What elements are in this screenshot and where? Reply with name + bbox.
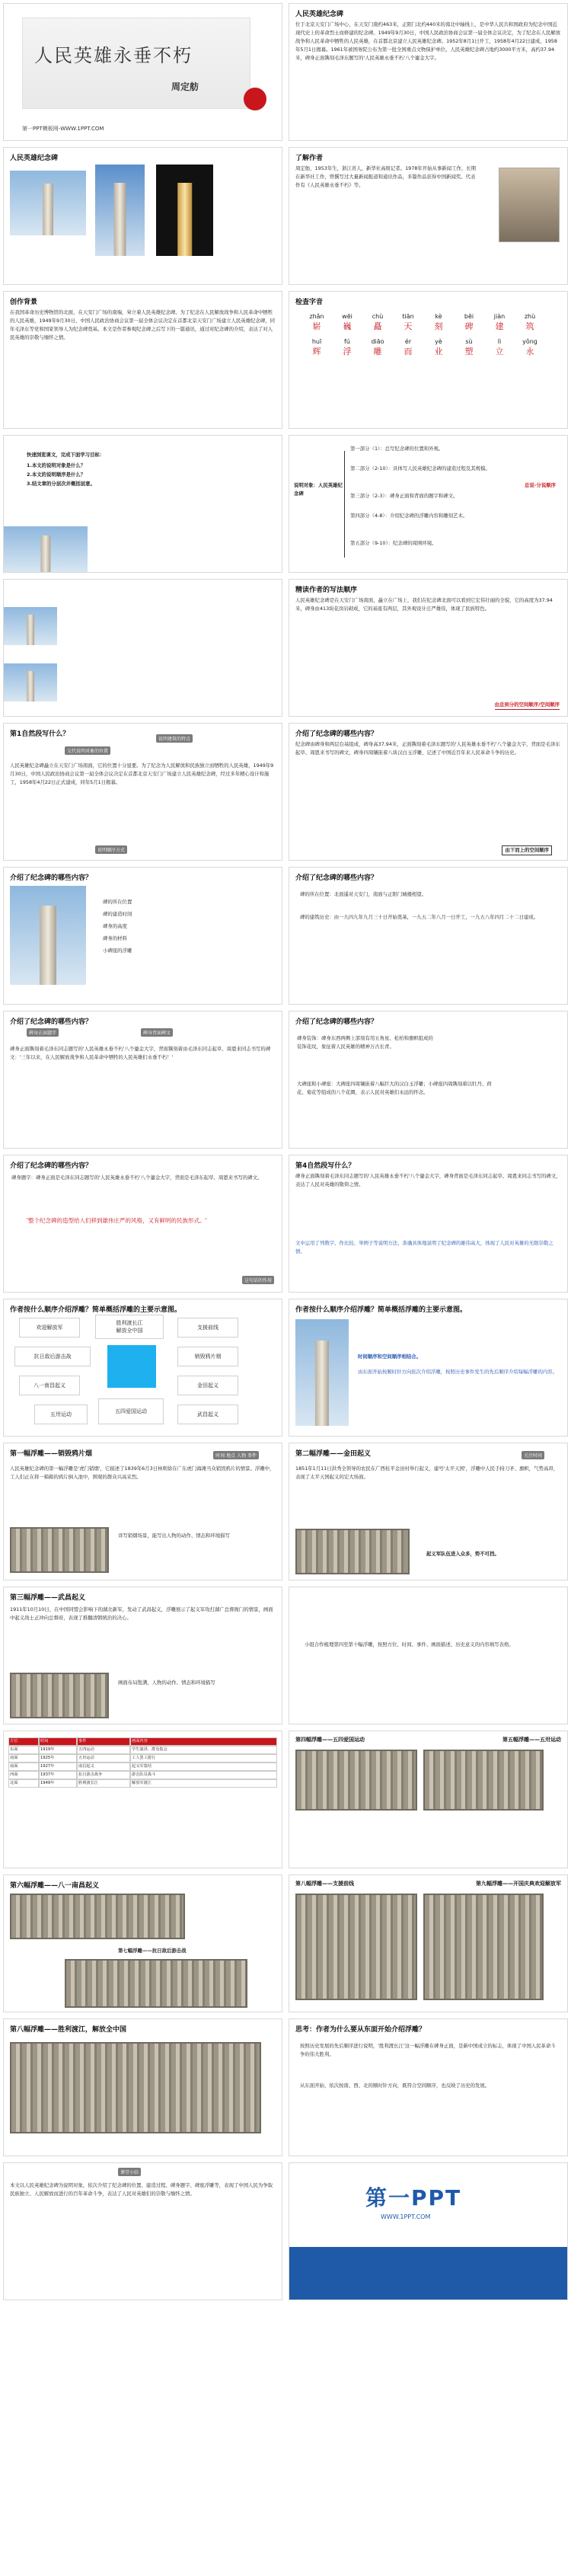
slide-question: 第四幅浮雕——五四爱国运动 (295, 1737, 365, 1743)
slide-question: 介绍了纪念碑的哪些内容？ (295, 1018, 378, 1026)
relief45-slide (289, 1731, 568, 1868)
brand-site: WWW.1PPT.COM (381, 2213, 431, 2220)
hanzi-text: 筑 (525, 321, 534, 331)
monument-photo (4, 526, 88, 572)
slide-row (0, 1731, 571, 1868)
table-header: 画面内容 (130, 1737, 277, 1746)
slide-question: 第4自然段写什么？ (295, 1162, 356, 1170)
slide-subtitle: 第七幅浮雕——抗日敌后游击战 (118, 1948, 187, 1954)
word-entry (393, 313, 423, 332)
list-item: 碑的建造时间 (103, 911, 132, 917)
order-paragraph: 人民英雄纪念碑是在天安门广场南面，矗立在广场上，我们在纪念碑北面可以看到它宏伟壮丽的全貌，它的高度为37.94米，碑身由413块花岗岩砌成，它的基座有两层，其外观设计庄严雄伟，体现了民族特色。 (295, 597, 553, 612)
title-text: 人民英雄永垂不朽 (34, 45, 193, 66)
word-grid (301, 313, 545, 357)
slide-question: 介绍了纪念碑的哪些内容？ (10, 874, 93, 882)
pinyin-text: diāo (371, 338, 384, 345)
slide-question: 第八幅浮雕——支援前线 (295, 1881, 354, 1887)
table-cell: 1927年 (39, 1763, 77, 1771)
relief-order-slide (289, 1299, 568, 1437)
inscription-text: 碑身正面镌刻着毛泽东同志题写的'人民英雄永垂不朽'八个鎏金大字，背面镌刻着由毛泽东同志起草、周恩来同志书写的碑文：'三年以来，在人民解放战争和人民革命中牺牲的人民英雄们永垂不朽！' (10, 1046, 271, 1060)
summary-item: 碑身题字：碑身正面是毛泽东同志题写的'人民英雄永垂不朽'八个鎏金大字，背面是毛泽东起草、周恩来书写的碑文。 (11, 1175, 263, 1181)
pinyin-text: sù (465, 338, 473, 345)
decoration-item: 大碑座和小碑座：大碑座四周镶嵌着八幅巨大的汉白玉浮雕；小碑座四周镌刻着以牡丹、荷花、菊花等组成的八个花圈，表示人民对英雄们永远的怀念。 (297, 1081, 492, 1095)
word-entry (423, 313, 454, 332)
order-answer: 时间顺序和空间顺序相结合。 (358, 1354, 422, 1360)
part-item: 第三部分（2-3）：碑身正面和背面的题字和碑文。 (350, 493, 458, 499)
hanzi-text: 巍 (343, 321, 352, 331)
note-tag: 时间 地点 人物 事件 (213, 1451, 259, 1459)
relief2-note: 起义军队伍进入众多，势不可挡。 (426, 1551, 499, 1557)
pinyin-text: tiān (402, 313, 414, 320)
pinyin-text: fú (344, 338, 350, 345)
word-entry (484, 338, 515, 357)
intro-paragraph: 位于北京天安门广场中心，在天安门南约463米，正阳门北约440米的南北中轴线上，是中华人民共和国政府为纪念中国近现代史上的革命烈士而修建的纪念碑。1949年9月30日，中国人民政治协商会议第一届全体会议决定，为了纪念在人民解放战争和人民革命中牺牲的人民英雄，在首都北京建立人民英雄纪念碑。1952年8月1日开工，1958年4月22日建成，1958年5月1日揭幕。1961年被国务院公布为第一批全国重点文物保护单位。人民英雄纪念碑占地约3000平方米，高约37.94米，碑身正面镌刻毛泽东题写的'人民英雄永垂不朽'八个鎏金大字。 (295, 21, 560, 61)
author-paragraph: 周定舫，1953年生，浙江省人，新华社高级记者。1978年开始从事新闻工作，长期在新华社工作，曾撰写过大量新闻报道和通讯作品，多篇作品获得中国新闻奖。代表作有《人民英雄永垂不朽》等。 (295, 165, 477, 188)
word-entry (301, 338, 332, 357)
paragraph4-text: 碑身正面镌刻着毛泽东同志题写的'人民英雄永垂不朽'八个鎏金大字，碑身背面是毛泽东同志起草、周恩来同志书写的碑文，表达了人民对英雄的敬仰之情。 (295, 1173, 561, 1187)
slide-heading: 创作背景 (10, 299, 38, 306)
slide-row (0, 147, 571, 285)
word-entry (515, 313, 545, 332)
table-header: 时间 (39, 1737, 77, 1746)
table-cell: 1919年 (39, 1746, 77, 1754)
hanzi-text: 天 (404, 321, 413, 331)
slide-question: 介绍了纪念碑的哪些内容？ (295, 874, 378, 882)
slide-row (0, 1874, 571, 2012)
word-entry (393, 338, 423, 357)
word-entry (454, 338, 484, 357)
list-item: 碑的所在位置 (103, 899, 132, 905)
hanzi-text: 崭 (312, 321, 321, 331)
pinyin-text: zhù (524, 313, 536, 320)
part-item: 第四部分（4-8）：介绍纪念碑的浮雕内容和雕刻艺术。 (350, 513, 468, 519)
slide-question: 思考：作者为什么要从东面开始介绍浮雕？ (295, 2026, 426, 2034)
list-item: 碑身的高度 (103, 923, 127, 929)
relief-cell: 武昌起义 (177, 1405, 238, 1424)
site-text: 第一PPT模板网-WWW.1PPT.COM (22, 126, 104, 132)
pinyin-text: wēi (342, 313, 352, 320)
monument-photo (4, 607, 57, 645)
hanzi-text: 建 (495, 321, 504, 331)
order-tail: 由总到分的空间顺序/空间顺序 (495, 701, 560, 710)
word-entry (301, 313, 332, 332)
slide-question: 第三幅浮雕——武昌起义 (10, 1594, 86, 1602)
relief1-note: 详写销烟场景，能写出人物的动作、情态和环境描写 (118, 1532, 230, 1539)
relief2-slide (289, 1443, 568, 1580)
pinyin-text: bēi (464, 313, 474, 320)
inscription-summary-slide (3, 1155, 282, 1293)
slide-heading: 精读作者的写法顺序 (295, 586, 358, 594)
photo-slide (3, 147, 282, 285)
object-label: 说明对象：人民英雄纪念碑 (294, 482, 343, 497)
monument-photo (4, 663, 57, 702)
relief-cell: 金田起义 (177, 1376, 238, 1395)
reading-goals-slide (3, 435, 282, 573)
slide-question: 第二幅浮雕——金田起义 (295, 1450, 372, 1458)
close-reading-slide (3, 579, 282, 717)
relief-carving (10, 1527, 109, 1573)
slide-row (0, 867, 571, 1005)
intro-slide (289, 3, 568, 141)
inscription-slide (3, 1011, 282, 1149)
paragraph4-summary: 文中运用了列数字、作比较、举例子等说明方法，准确具体地说明了纪念碑的雄伟高大，体现了人民对英雄的无限崇敬之情。 (295, 1240, 553, 1254)
slide-row (0, 1299, 571, 1437)
relief3-note: 画面布局饱满，人物的动作、情态和环境描写 (118, 1680, 215, 1686)
slide-row (0, 3, 571, 141)
pinyin-text: kè (435, 313, 442, 320)
hanzi-text: 塑 (464, 347, 474, 356)
relief-carving (423, 1750, 544, 1811)
pinyin-text: yǒng (522, 338, 538, 345)
note-tag: 这句话的作用 (242, 1276, 274, 1284)
relief-carving (423, 1894, 544, 2000)
table-header: 事件 (77, 1737, 130, 1746)
relief-cell: 销毁鸦片烟 (177, 1347, 238, 1366)
word-entry (515, 338, 545, 357)
author-slide (289, 147, 568, 285)
content-slide (289, 723, 568, 861)
group-task-slide (289, 1587, 568, 1724)
hanzi-text: 刻 (434, 321, 443, 331)
slide-question: 第八幅浮雕——胜利渡江，解放全中国 (10, 2026, 127, 2034)
table-cell: 东面 (8, 1746, 39, 1754)
slide-question: 第五幅浮雕——五卅运动 (502, 1737, 561, 1743)
table-slide (3, 1731, 282, 1868)
hanzi-text: 辉 (312, 347, 321, 356)
paragraph1-text: 人民英雄纪念碑矗立在天安门广场南面，它的位置十分显要。为了纪念为人民解放和民族独立而牺牲的人民英雄，1949年9月30日，中国人民政治协商会议第一届全体会议决定在首都北京天安门广场建立人民英雄纪念碑，经过多年精心设计和施工，1958年4月22日正式建成，同年5月1日揭幕。 (10, 762, 274, 785)
slide-heading: 了解作者 (295, 155, 324, 162)
table-cell: 1949年 (39, 1779, 77, 1788)
note-tag: 交代说明对象的位置 (65, 746, 110, 755)
table-cell: 学生演讲、群众集会 (130, 1746, 277, 1754)
table-cell: 1925年 (39, 1754, 77, 1763)
table-cell: 抗日游击战争 (77, 1771, 130, 1779)
part-item: 第一部分（1）：总写纪念碑的位置和外观。 (350, 446, 444, 452)
pronunciation-slide (289, 291, 568, 429)
table-cell: 起义军集结 (130, 1763, 277, 1771)
relief-carving (295, 1894, 417, 2000)
relief10-slide (3, 2018, 282, 2156)
group-task-text: 小组合作梳理第四至第十幅浮雕，按照方位、时间、事件、画面描述、历史意义的内容填写表格。 (305, 1641, 514, 1648)
note-tag: 说明建筑的特点 (156, 734, 193, 743)
relief-carving (10, 1894, 185, 1939)
brand-logo: 第一PPT (365, 2185, 462, 2210)
slide-question: 第六幅浮雕——八一南昌起义 (10, 1882, 100, 1890)
goal-item: 3.结文章的分层次并概括层意。 (27, 481, 95, 487)
relief-table (8, 1737, 277, 1788)
slide-question: 作者按什么顺序介绍浮雕？简单概括浮雕的主要示意图。 (10, 1306, 182, 1314)
note-tag: 课堂小结 (118, 2168, 141, 2176)
table-cell: 南昌起义 (77, 1763, 130, 1771)
slide-question: 作者按什么顺序介绍浮雕？简单概括浮雕的主要示意图。 (295, 1306, 467, 1314)
note-tag: 说明顺序方式 (95, 845, 127, 854)
goal-item: 2.本文的说明顺序是什么？ (27, 471, 86, 478)
table-cell: 五卅运动 (77, 1754, 130, 1763)
goal-intro: 快速浏览课文，完成下面学习目标： (27, 452, 105, 458)
table-cell: 北面 (8, 1779, 39, 1788)
relief-cell: 五四爱国运动 (98, 1398, 164, 1424)
slide-row (0, 1155, 571, 1293)
relief-cell: 欢迎解放军 (19, 1318, 80, 1338)
seal-stamp (244, 88, 266, 110)
relief2-text: 1851年1月11日洪秀全领导的农民在广西桂平金田村举行起义，建号'太平天国'，浮雕中人民手持刀矛、旗帜，气势高昂，表现了太平天国起义的宏大场面。 (295, 1465, 559, 1480)
paragraph4-slide (289, 1155, 568, 1293)
order-slide (289, 579, 568, 717)
slide-question: 介绍了纪念碑的哪些内容？ (10, 1018, 93, 1026)
slide-row (0, 579, 571, 717)
part-item: 第五部分（9-10）：纪念碑的周围环境。 (350, 540, 437, 546)
table-cell: 西面 (8, 1771, 39, 1779)
table-cell: 游击队员战斗 (130, 1771, 277, 1779)
background-slide (3, 291, 282, 429)
order-detail: 由东面开始按顺时针方向依次介绍浮雕，按照历史事件发生的先后顺序介绍每幅浮雕的内容。 (358, 1369, 558, 1375)
slide-heading: 人民英雄纪念碑 (295, 11, 344, 18)
hanzi-text: 立 (495, 347, 504, 356)
think-item: 按照历史发展的先后顺序进行说明，'胜利渡长江'这一幅浮雕在碑身正面，是新中国成立的标志，体现了中国人民革命斗争的伟大胜利。 (300, 2043, 556, 2057)
slide-row (0, 2162, 571, 2300)
relief-carving (65, 1959, 247, 2008)
part-item: 第二部分（2-10）：具体写人民英雄纪念碑的建造过程及其规模。 (350, 465, 490, 471)
content-list-slide (3, 867, 282, 1005)
slide-heading: 检查字音 (295, 299, 324, 306)
detail-item: 碑的所在位置：北面遥对天安门，南面与正阳门城楼相望。 (300, 891, 427, 897)
relief-carving (10, 1673, 109, 1718)
summary-text: 本文以人民英雄纪念碑为说明对象，依次介绍了纪念碑的位置、建造过程、碑身题字、碑座浮雕等，表现了中国人民为争取民族独立、人民解放而进行的百年革命斗争，表达了人民对英雄们的崇敬与缅怀之情。 (10, 2182, 273, 2197)
relief-cell: 八一南昌起义 (19, 1376, 80, 1395)
relief-cell: 五卅运动 (34, 1405, 88, 1424)
slide-row (0, 1587, 571, 1724)
goal-item: 1.本文的说明对象是什么？ (27, 462, 86, 468)
slide-row (0, 1443, 571, 1580)
relief3-slide (3, 1587, 282, 1724)
pinyin-text: jiàn (493, 313, 506, 320)
pinyin-text: ér (404, 338, 412, 345)
monument-photo (10, 171, 86, 235)
hanzi-text: 雕 (373, 347, 382, 356)
slide-row (0, 435, 571, 573)
monument-plan (107, 1345, 156, 1388)
monument-photo (95, 165, 145, 256)
relief-cell: 抗日敌后游击战 (14, 1347, 91, 1366)
list-item: 碑身的材料 (103, 935, 127, 941)
pinyin-text: chù (372, 313, 384, 320)
relief-cell: 支援前线 (177, 1318, 238, 1338)
slide-row (0, 1011, 571, 1149)
hanzi-text: 业 (434, 347, 443, 356)
monument-night-photo (156, 165, 213, 256)
slide-question: 第1自然段写什么？ (10, 730, 70, 738)
relief-carving (295, 1750, 417, 1811)
table-cell: 工人罢工游行 (130, 1754, 277, 1763)
content-detail-slide (289, 867, 568, 1005)
table-cell: 1937年 (39, 1771, 77, 1779)
slide-question: 第九幅浮雕——开国庆典欢迎解放军 (476, 1881, 561, 1887)
word-entry (332, 313, 362, 332)
background-paragraph: 在我国革命历史博物馆的北面，在天安门广场的南端，耸立着人民英雄纪念碑。为了纪念在人民解放战争和人民革命中牺牲的人民英雄，1949年9月30日，中国人民政治协商会议第一届全体会议决定在首都北京天安门广场建立人民英雄纪念碑，同年毛泽东等党和国家领导人为纪念碑奠基。本文是作者参观纪念碑之后写下的一篇通讯，通过对纪念碑的介绍，表达了对人民英雄的崇敬与缅怀之情。 (10, 309, 275, 340)
slide-question: 介绍了纪念碑的哪些内容？ (295, 730, 378, 738)
relief-cell: 胜利渡长江 解放全中国 (95, 1315, 164, 1339)
word-entry (362, 338, 393, 357)
content-paragraph: 纪念碑由碑身和两层台基组成，碑身高37.94米，正面镌刻着毛泽东题写的'人民英雄永垂不朽'八个鎏金大字，背面是毛泽东起草、周恩来书写的碑文，碑身四周镶嵌着八块汉白玉浮雕，记述了中国近百年来人民革命斗争的历史。 (295, 741, 560, 756)
order-tail: 由下而上的空间顺序 (502, 845, 552, 855)
detail-item: 碑的建筑历史：由一九四九年九月三十日开始奠基，一九五二年八月一日开工，一九五八年四月二十二日建成。 (300, 914, 539, 920)
note-tag: 碑身正面题字 (27, 1028, 59, 1037)
slide-heading: 人民英雄纪念碑 (10, 155, 59, 162)
pinyin-text: huī (311, 338, 322, 345)
table-cell: 胜利渡长江 (77, 1779, 130, 1788)
word-entry (362, 313, 393, 332)
order-note: 总说-分说顺序 (525, 482, 556, 488)
pinyin-text: zhǎn (309, 313, 324, 320)
slide-row (0, 291, 571, 429)
hanzi-text: 碑 (464, 321, 474, 331)
pinyin-text: yè (435, 338, 442, 345)
title-slide (3, 3, 282, 141)
decoration-slide (289, 1011, 568, 1149)
note-tag: 碑身背面碑文 (141, 1028, 173, 1037)
relief1-text: 人民英雄纪念碑的第一幅浮雕是'虎门销烟'，它描述了1839年6月3日林则徐在广东虎门海滩当众销毁鸦片的情景。浮雕中，工人们正在将一箱箱的鸦片倒入池中，围观的群众兴高采烈。 (10, 1465, 275, 1480)
decoration-item: 碑身装饰：碑身东西两侧上部刻有用五角星、松柏和旗帜组成的装饰花纹，象征着人民英雄的精神万古长青。 (297, 1035, 433, 1050)
note-tag: 关注时间 (522, 1451, 544, 1459)
think-slide (289, 2018, 568, 2156)
hanzi-text: 而 (404, 347, 413, 356)
list-item: 小碑座的浮雕 (103, 948, 132, 954)
hanzi-text: 永 (525, 347, 534, 356)
table-cell: 南面 (8, 1754, 39, 1763)
author-portrait (499, 168, 560, 242)
slide-row (0, 2018, 571, 2156)
brand-slide (289, 2162, 568, 2300)
relief89-slide (289, 1874, 568, 2012)
table-cell: 五四运动 (77, 1746, 130, 1754)
monument-photo (295, 1319, 349, 1426)
relief-carving (295, 1529, 410, 1574)
paragraph1-slide (3, 723, 282, 861)
hanzi-text: 浮 (343, 347, 352, 356)
word-entry (332, 338, 362, 357)
table-cell: 解放军渡江 (130, 1779, 277, 1788)
relief-carving (10, 2042, 261, 2133)
slide-question: 第一幅浮雕——销毁鸦片烟 (10, 1450, 93, 1458)
key-sentence: '整个纪念碑的造型给人们移到雄伟庄严的风格，又有鲜明的民族形式。' (27, 1217, 207, 1224)
relief3-text: 1911年10月10日，在中国同盟会影响下的湖北新军，发动了武昌起义，浮雕展示了起义军攻打湖广总督衙门的情景，画面中起义战士正冲向总督府，表现了推翻清朝统治的决心。 (10, 1606, 273, 1621)
word-entry (484, 313, 515, 332)
author-text: 周定舫 (171, 81, 199, 92)
relief1-slide (3, 1443, 282, 1580)
monument-photo (10, 886, 86, 985)
structure-slide (289, 435, 568, 573)
hanzi-text: 矗 (373, 321, 382, 331)
relief67-slide (3, 1874, 282, 2012)
table-header: 方位 (8, 1737, 39, 1746)
slide-question: 介绍了纪念碑的哪些内容？ (10, 1162, 93, 1170)
summary-slide (3, 2162, 282, 2300)
word-entry (423, 338, 454, 357)
slide-row (0, 723, 571, 861)
word-entry (454, 313, 484, 332)
table-cell: 南面 (8, 1763, 39, 1771)
think-item: 从东面开始，依次按南、西、北的顺时针方向，既符合空间顺序，也反映了历史的发展。 (300, 2082, 490, 2089)
relief-map-slide (3, 1299, 282, 1437)
pinyin-text: lì (497, 338, 502, 345)
